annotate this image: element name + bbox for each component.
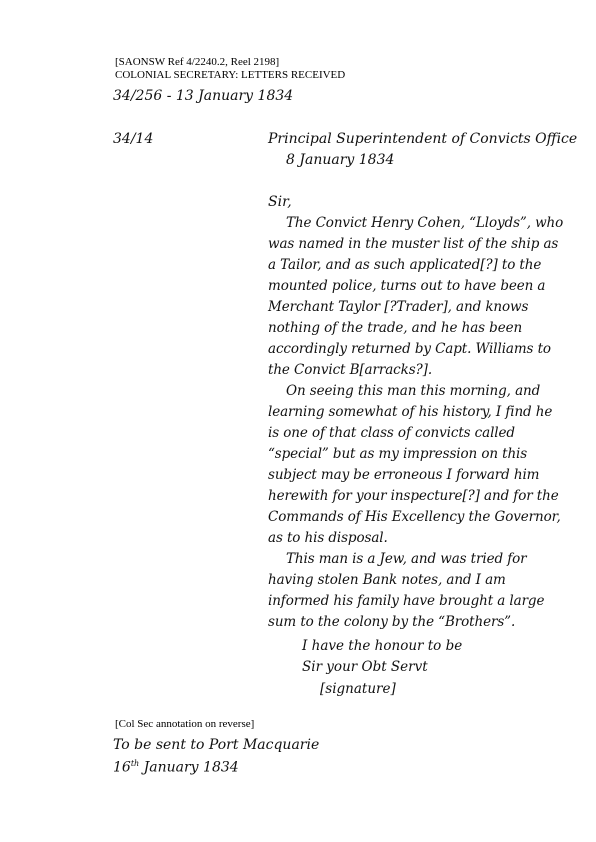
annotation-month-year: January 1834 [139,759,239,776]
office-heading: Principal Superintendent of Convicts Office [268,131,578,147]
archive-reference: [SAONSW Ref 4/2240.2, Reel 2198] [115,56,280,68]
body-line: informed his family have brought a large [268,593,545,609]
body-line: subject may be erroneous I forward him [268,467,540,483]
letter-date: 8 January 1834 [286,152,395,168]
body-line: “special” but as my impression on this [268,446,528,462]
closing-line: Sir your Obt Servt [302,659,428,675]
annotation-instruction: To be sent to Port Macquarie [113,737,320,753]
body-line: was named in the muster list of the ship as [268,236,559,252]
body-line: On seeing this man this morning, and [286,383,541,399]
annotation-date [113,759,239,776]
body-line: as to his disposal. [268,530,388,546]
item-reference: 34/256 - 13 January 1834 [113,88,294,104]
body-line: accordingly returned by Capt. Williams to [268,341,551,357]
body-line: sum to the colony by the “Brothers”. [268,614,516,630]
body-line: is one of that class of convicts called [268,425,515,441]
body-line: learning somewhat of his history, I find he [268,404,553,420]
annotation-day-suffix: th [130,759,140,768]
body-line: nothing of the trade, and he has been [268,320,523,336]
body-line: having stolen Bank notes, and I am [268,572,506,588]
signature-placeholder: [signature] [320,681,396,697]
body-line: a Tailor, and as such applicated[?] to the [268,257,542,273]
body-line: herewith for your inspecture[?] and for the [268,488,559,504]
body-line: Merchant Taylor [?Trader], and knows [268,299,529,315]
annotation-label: [Col Sec annotation on reverse] [115,718,255,730]
series-title: COLONIAL SECRETARY: LETTERS RECEIVED [115,69,346,81]
annotation-day: 16 [113,759,131,776]
body-line: Commands of His Excellency the Governor, [268,509,561,525]
body-line: the Convict B[arracks?]. [268,362,433,378]
salutation: Sir, [268,194,292,210]
body-line: mounted police, turns out to have been a [268,278,546,294]
body-line: The Convict Henry Cohen, “Lloyds”, who [286,215,564,231]
body-line: This man is a Jew, and was tried for [286,551,527,567]
folio-number: 34/14 [113,131,154,147]
closing-line: I have the honour to be [302,638,463,654]
